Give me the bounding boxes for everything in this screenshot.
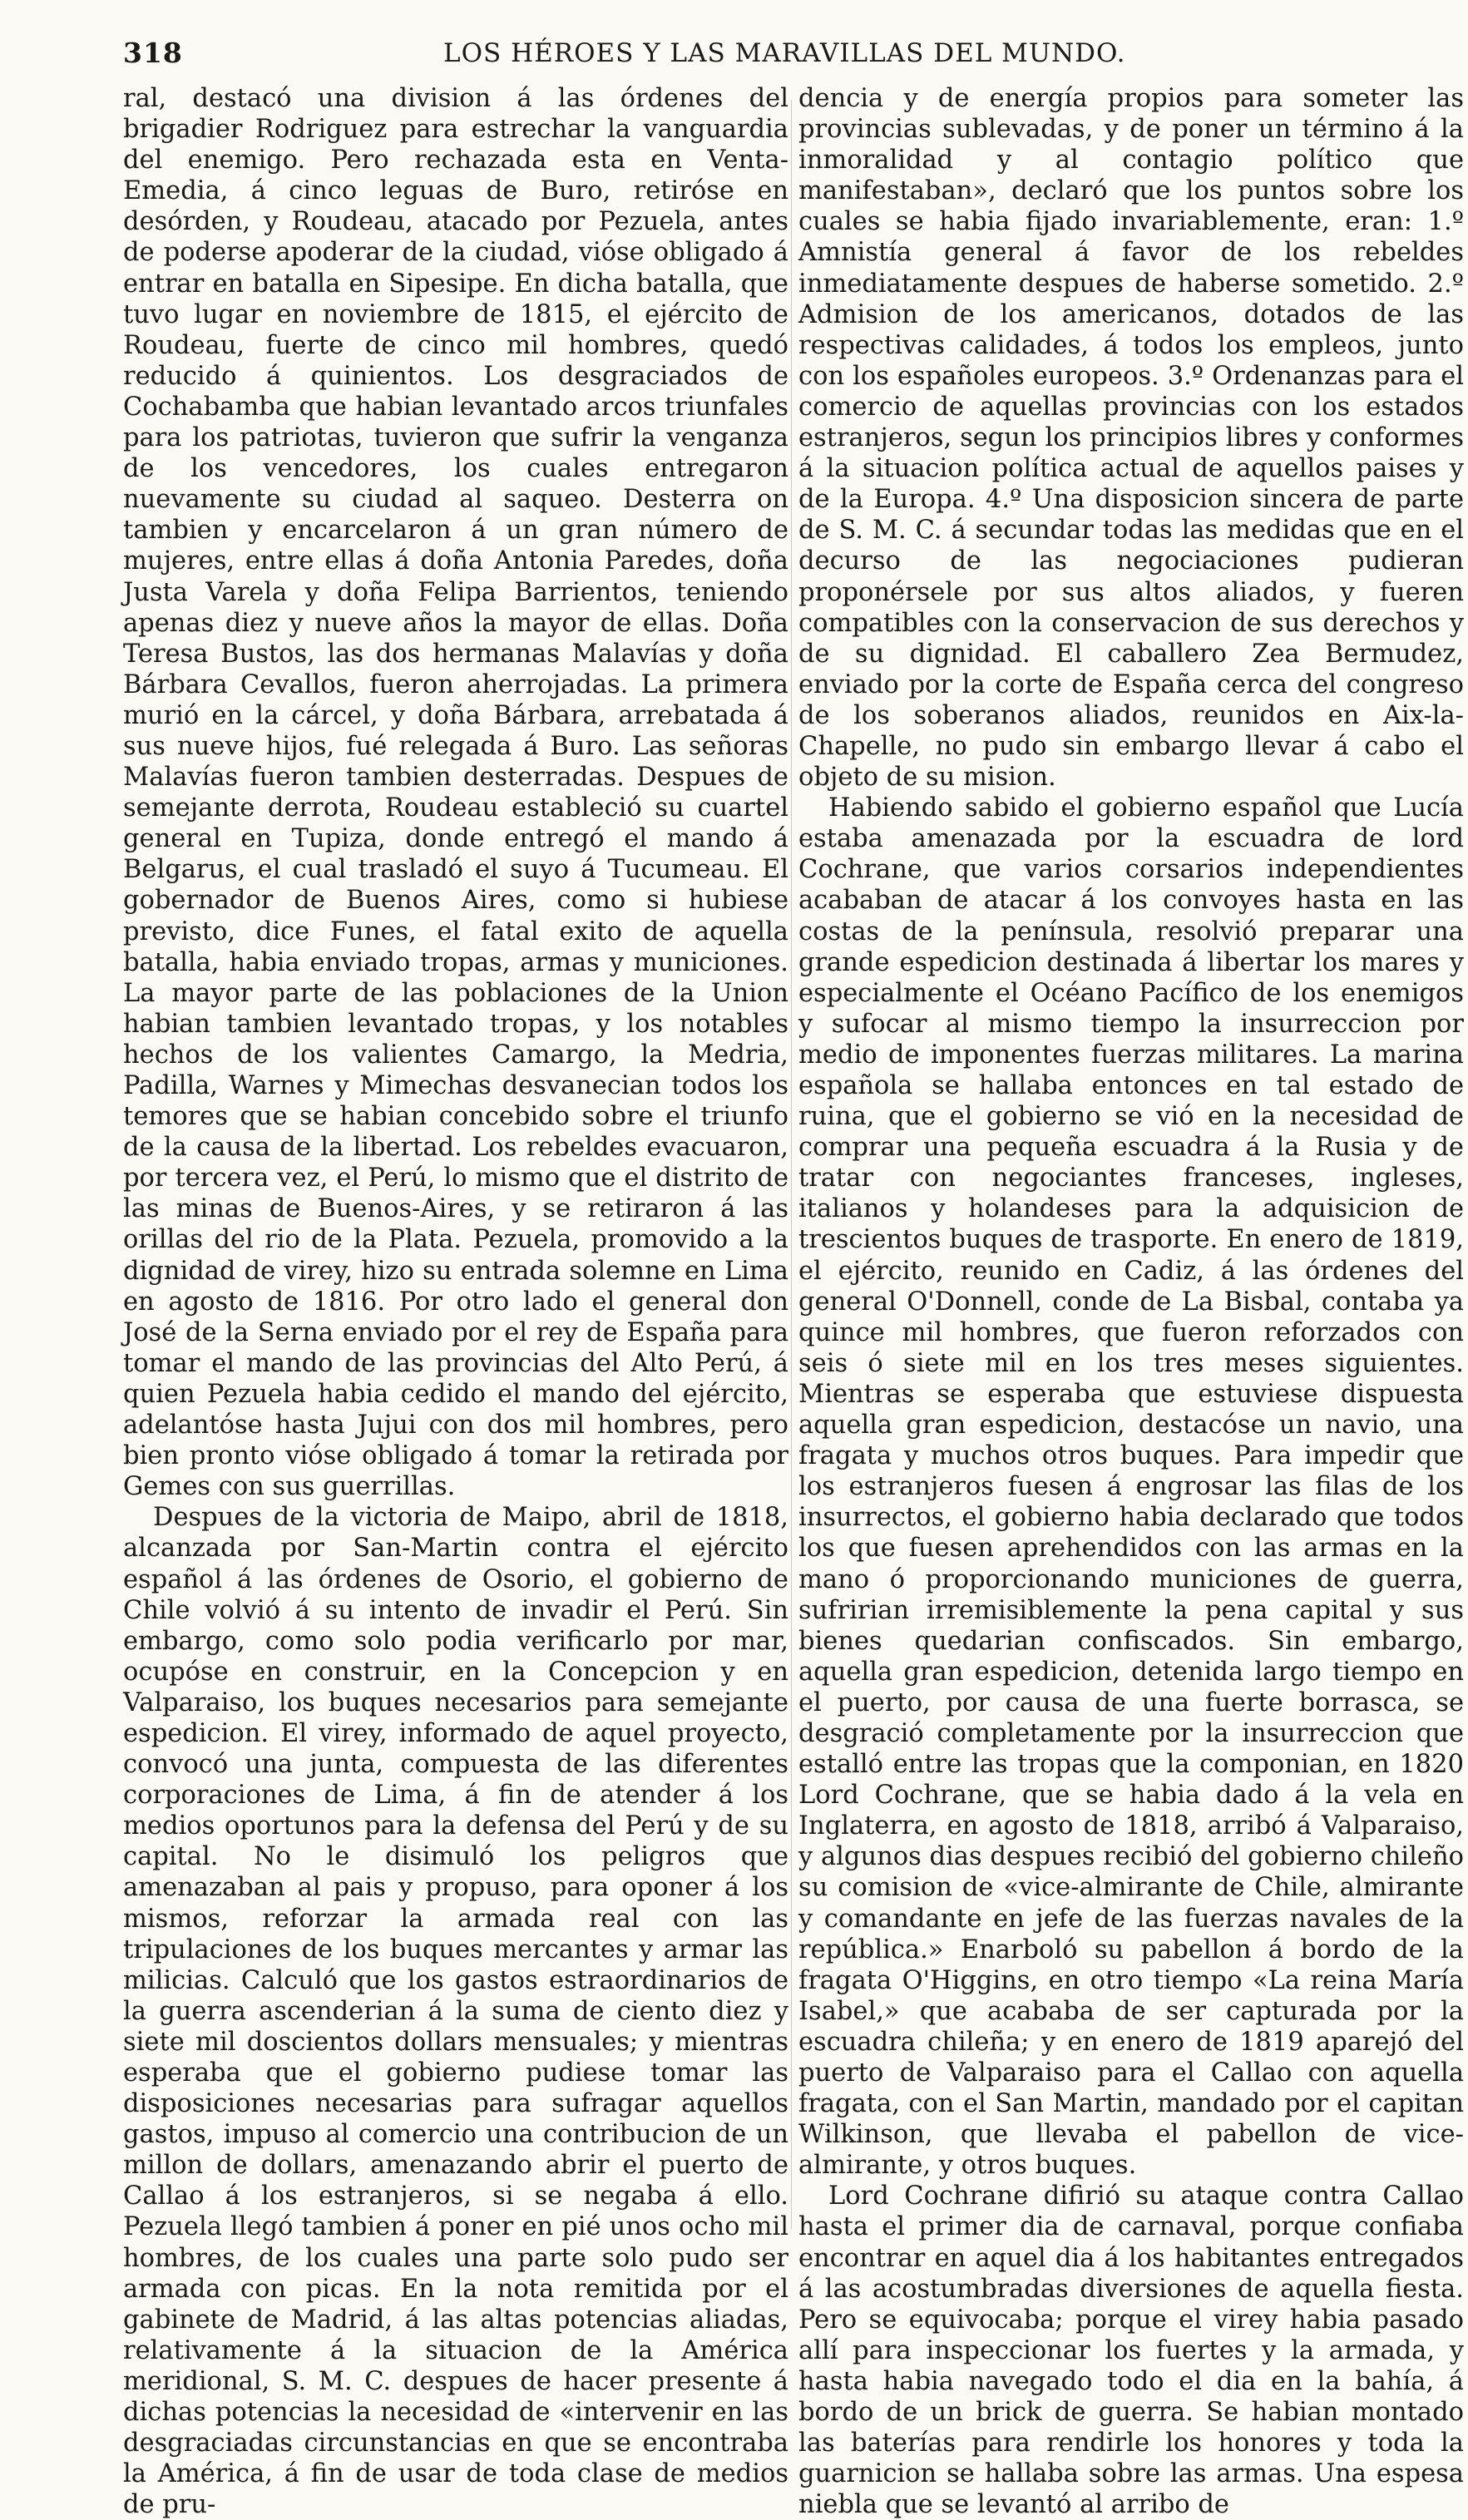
right-column [798,83,1464,2520]
column-divider [791,100,792,2229]
page-header [123,37,1126,78]
left-column [123,83,788,2520]
page-number: 318 [123,37,183,69]
right-paragraph-2: Habiendo sabido el gobierno español que Lucía estaba amenazada por la escuadra de lord Cochrane, que varios corsarios independientes acababan de atacar á los convoyes hasta en las costas de la península, resolvió preparar una grande espedicion destinada á libertar los mares y especialmente el Océano Pacífico de los enemigos y sufocar al mismo tiempo la insurreccion por medio de imponentes fuerzas militares. La marina española se hallaba entonces en tal estado de ruina, que el gobierno se vió en la necesidad de comprar una pequeña escuadra á la Rusia y de tratar con negociantes franceses, ingleses, italianos y holandeses para la adquisicion de trescientos buques de trasporte. En enero de 1819, el ejército, reunido en Cadiz, á las órdenes del general O'Donnell, conde de La Bisbal, contaba ya quince mil hombres, que fueron reforzados con seis ó siete mil en los tres meses siguientes. Mientras se esperaba que estuviese dispuesta aquella gran espedicion, destacóse un navio, una fragata y muchos otros buques. Para impedir que los estranjeros fuesen á engrosar las filas de los insurrectos, el gobierno habia declarado que todos los que fuesen aprehendidos con las armas en la mano ó proporcionando municiones de guerra, sufririan irremisiblemente la pena capital y sus bienes quedarian confiscados. Sin embargo, aquella gran espedicion, detenida largo tiempo en el puerto, por causa de una fuerte borrasca, se desgració completamente por la insurreccion que estalló entre las tropas que la componian, en 1820 Lord Cochrane, que se habia dado á la vela en Inglaterra, en agosto de 1818, arribó á Valparaiso, y algunos dias despues recibió del gobierno chileño su comision de «vice-almirante de Chile, almirante y comandante en jefe de las fuerzas navales de la república.» Enarboló su pabellon á bordo de la fragata O'Higgins, en otro tiempo «La reina María Isabel,» que acababa de ser capturada por la escuadra chileña; y en enero de 1819 aparejó del puerto de Valparaiso para el Callao con aquella fragata, con el San Martin, mandado por el capitan Wilkinson, que llevaba el pabellon de vice-almirante, y otros buques. [798,793,1464,2181]
running-title: LOS HÉROES Y LAS MARAVILLAS DEL MUNDO. [443,38,1126,68]
left-paragraph-1: ral, destacó una division á las órdenes del brigadier Rodriguez para estrechar la vanguardia del enemigo. Pero rechazada esta en Venta-Emedia, á cinco leguas de Buro, retiróse en desórden, y Roudeau, atacado por Pezuela, antes de poderse apoderar de la ciudad, vióse obligado á entrar en batalla en Sipesipe. En dicha batalla, que tuvo lugar en noviembre de 1815, el ejército de Roudeau, fuerte de cinco mil hombres, quedó reducido á quinientos. Los desgraciados de Cochabamba que habian levantado arcos triunfales para los patriotas, tuvieron que sufrir la venganza de los vencedores, los cuales entregaron nuevamente su ciudad al saqueo. Desterra on tambien y encarcelaron á un gran número de mujeres, entre ellas á doña Antonia Paredes, doña Justa Varela y doña Felipa Barrientos, teniendo apenas diez y nueve años la mayor de ellas. Doña Teresa Bustos, las dos hermanas Malavías y doña Bárbara Cevallos, fueron aherrojadas. La primera murió en la cárcel, y doña Bárbara, arrebatada á sus nueve hijos, fué relegada á Buro. Las señoras Malavías fueron tambien desterradas. Despues de semejante derrota, Roudeau estableció su cuartel general en Tupiza, donde entregó el mando á Belgarus, el cual trasladó el suyo á Tucumeau. El gobernador de Buenos Aires, como si hubiese previsto, dice Funes, el fatal exito de aquella batalla, habia enviado tropas, armas y municiones. La mayor parte de las poblaciones de la Union habian tambien levantado tropas, y los notables hechos de los valientes Camargo, la Medria, Padilla, Warnes y Mimechas desvanecian todos los temores que se habian concebido sobre el triunfo de la causa de la libertad. Los rebeldes evacuaron, por tercera vez, el Perú, lo mismo que el distrito de las minas de Buenos-Aires, y se retiraron á las orillas del rio de la Plata. Pezuela, promovido a la dignidad de virey, hizo su entrada solemne en Lima en agosto de 1816. Por otro lado el general don José de la Serna enviado por el rey de España para tomar el mando de las provincias del Alto Perú, á quien Pezuela habia cedido el mando del ejército, adelantóse hasta Jujui con dos mil hombres, pero bien pronto vióse obligado á tomar la retirada por Gemes con sus guerrillas. [123,84,788,1502]
right-paragraph-3: Lord Cochrane difirió su ataque contra Callao hasta el primer dia de carnaval, porque confiaba encontrar en aquel dia á los habitantes entregados á las acostumbradas diversiones de aquella fiesta. Pero se equivocaba; porque el virey habia pasado allí para inspeccionar los fuertes y la armada, y hasta habia navegado todo el dia en la bahía, á bordo de un brick de guerra. Se habian montado las baterías para rendirle los honores y toda la guarnicion se hallaba sobre las armas. Una espesa niebla que se levantó al arribo de [798,2182,1464,2520]
left-paragraph-2: Despues de la victoria de Maipo, abril de 1818, alcanzada por San-Martin contra el ejército español á las órdenes de Osorio, el gobierno de Chile volvió á su intento de invadir el Perú. Sin embargo, como solo podia verificarlo por mar, ocupóse en construir, en la Concepcion y en Valparaiso, los buques necesarios para semejante espedicion. El virey, informado de aquel proyecto, convocó una junta, compuesta de las diferentes corporaciones de Lima, á fin de atender á los medios oportunos para la defensa del Perú y de su capital. No le disimuló los peligros que amenazaban al pais y propuso, para oponer á los mismos, reforzar la armada real con las tripulaciones de los buques mercantes y armar las milicias. Calculó que los gastos estraordinarios de la guerra ascenderian á la suma de ciento diez y siete mil doscientos dollars mensuales; y mientras esperaba que el gobierno pudiese tomar las disposiciones necesarias para sufragar aquellos gastos, impuso al comercio una contribucion de un millon de dollars, amenazando abrir el puerto de Callao á los estranjeros, si se negaba á ello. Pezuela llegó tambien á poner en pié unos ocho mil hombres, de los cuales una parte solo pudo ser armada con picas. En la nota remitida por el gabinete de Madrid, á las altas potencias aliadas, relativamente á la situacion de la América meridional, S. M. C. despues de hacer presente á dichas potencias la necesidad de «intervenir en las desgraciadas circunstancias en que se encontraba la América, á fin de usar de toda clase de medios de pru- [123,1503,788,2520]
right-paragraph-1: dencia y de energía propios para someter las provincias sublevadas, y de poner un término á la inmoralidad y al contagio político que manifestaban», declaró que los puntos sobre los cuales se habia fijado invariablemente, eran: 1.º Amnistía general á favor de los rebeldes inmediatamente despues de haberse sometido. 2.º Admision de los americanos, dotados de las respectivas calidades, á todos los empleos, junto con los españoles europeos. 3.º Ordenanzas para el comercio de aquellas provincias con los estados estranjeros, segun los principios libres y conformes á la situacion política actual de aquellos paises y de la Europa. 4.º Una disposicion sincera de parte de S. M. C. á secundar todas las medidas que en el decurso de las negociaciones pudieran proponérsele por sus altos aliados, y fueren compatibles con la conservacion de sus derechos y de su dignidad. El caballero Zea Bermudez, enviado por la corte de España cerca del congreso de los soberanos aliados, reunidos en Aix-la-Chapelle, no pudo sin embargo llevar á cabo el objeto de su mision. [798,84,1464,793]
